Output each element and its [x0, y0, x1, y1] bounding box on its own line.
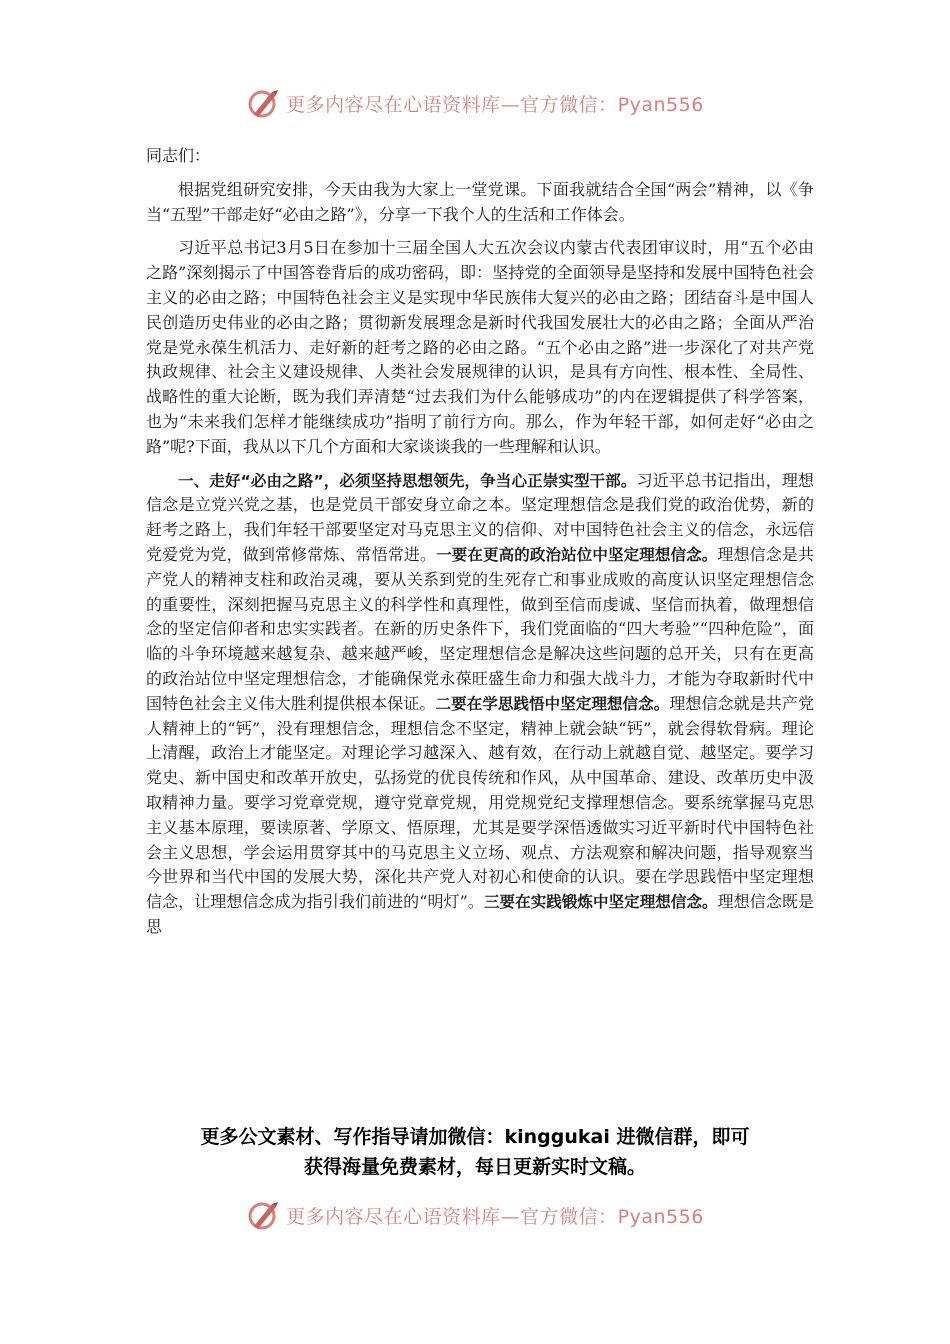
- paragraph-intro: 根据党组研究安排，今天由我为大家上一堂党课。下面我就结合全国“两会”精神，以《争当“五型”干部走好“必由之路”》，分享一下我个人的生活和工作体会。: [146, 179, 814, 224]
- footer-banner: [0, 1192, 950, 1238]
- section-heading: 一、走好“必由之路”，必须坚持思想领先，争当心正崇实型干部。: [178, 471, 637, 490]
- point-heading-1: 一要在更高的政治站位中坚定理想信念。: [436, 545, 718, 564]
- point-heading-2: 二要在学思践悟中坚定理想信念。: [435, 694, 670, 713]
- banner-text: 更多内容尽在心语资料库—官方微信：Pyan556: [286, 1205, 704, 1228]
- pen-logo-icon: [246, 1198, 280, 1232]
- paragraph-section-one: 一、走好“必由之路”，必须坚持思想领先，争当心正崇实型干部。习近平总书记指出，理想信念是立党兴党之基，也是党员干部安身立命之本。坚定理想信念是我们党的政治优势，新的赶考之路上，我们年轻干部要坚定对马克思主义的信仰、对中国特色社会主义的信念，永远信党爱党为党，做到常修常炼、常悟常进。一要在更高的政治站位中坚定理想信念。理想信念是共产党人的精神支柱和政治灵魂，要从关系到党的生死存亡和事业成败的高度认识坚定理想信念的重要性，深刻把握马克思主义的科学性和真理性，做到至信而虔诚、坚信而执着，做理想信念的坚定信仰者和忠实实践者。在新的历史条件下，我们党面临的“四大考验”“四种危险”，面临的斗争环境越来越复杂、越来越严峻，坚定理想信念是解决这些问题的总开关，只有在更高的政治站位中坚定理想信念，才能确保党永葆旺盛生命力和强大战斗力，才能为夺取新时代中国特色社会主义伟大胜利提供根本保证。二要在学思践悟中坚定理想信念。理想信念就是共产党人精神上的“钙”，没有理想信念，理想信念不坚定，精神上就会缺“钙”，就会得软骨病。理论上清醒，政治上才能坚定。对理论学习越深入、越有效，在行动上就越自觉、越坚定。要学习党史、新中国史和改革开放史，弘扬党的优良传统和作风，从中国革命、建设、改革历史中汲取精神力量。要学习党章党规，遵守党章党规，用党规党纪支撑理想信念。要系统掌握马克思主义基本原理，要读原著、学原文、悟原理，尤其是要学深悟透做实习近平新时代中国特色社会主义思想，学会运用贯穿其中的马克思主义立场、观点、方法观察和解决问题，指导观察当今世界和当代中国的发展大势，深化共产党人对初心和使命的认识。要在学思践悟中坚定理想信念，让理想信念成为指引我们前进的“明灯”。三要在实践锻炼中坚定理想信念。理想信念既是思: [146, 470, 814, 936]
- paragraph-five-paths: 习近平总书记3月5日在参加十三届全国人大五次会议内蒙古代表团审议时，用“五个必由之路”深刻揭示了中国答卷背后的成功密码，即：坚持党的全面领导是坚持和发展中国特色社会主义的必由之路；中国特色社会主义是实现中华民族伟大复兴的必由之路；团结奋斗是中国人民创造历史伟业的必由之路；贯彻新发展理念是新时代我国发展壮大的必由之路；全面从严治党是党永葆生机活力、走好新的赶考之路的必由之路。“五个必由之路”进一步深化了对共产党执政规律、社会主义建设规律、人类社会发展规律的认识，是具有方向性、根本性、全局性、战略性的重大论断，既为我们弄清楚“过去我们为什么能够成功”的内在逻辑提供了科学答案，也为“未来我们怎样才能继续成功”指明了前行方向。那么，作为年轻干部，如何走好“必由之路”呢?下面，我从以下几个方面和大家谈谈我的一些理解和认识。: [146, 238, 814, 456]
- promo-line-1: 更多公文素材、写作指导请加微信：kinggukai 进微信群，即可: [200, 1126, 750, 1148]
- salutation: 同志们：: [146, 146, 211, 165]
- document-body: [146, 144, 814, 949]
- point-heading-3: 三要在实践锻炼中坚定理想信念。: [483, 893, 718, 912]
- promo-line-2: 获得海量免费素材，每日更新实时文稿。: [303, 1156, 646, 1178]
- banner-text: 更多内容尽在心语资料库—官方微信：Pyan556: [286, 93, 704, 116]
- promo-text: [120, 1122, 830, 1182]
- pen-logo-icon: [246, 86, 280, 120]
- header-banner: [0, 80, 950, 126]
